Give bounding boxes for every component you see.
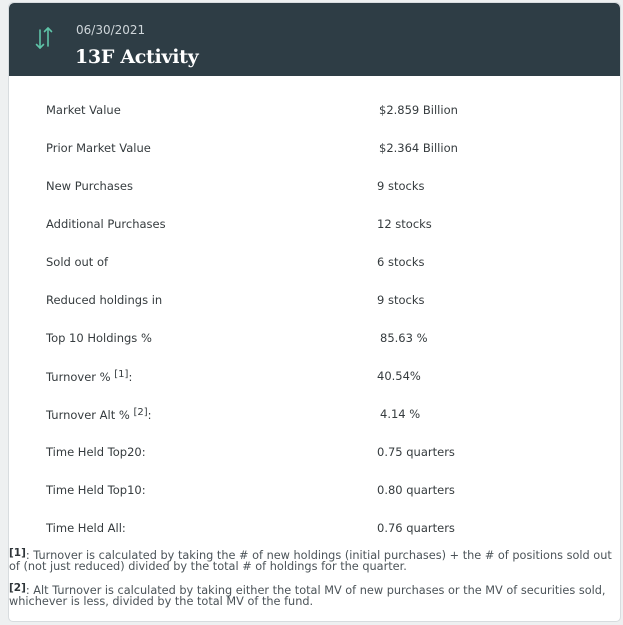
- footnote-text: : Alt Turnover is calculated by taking either the total MV of new purchases or the MV of securities sold, whichever is less, divided by the total MV of the fund.: [9, 584, 606, 608]
- table-row: [9, 205, 620, 243]
- footnote-ref: [2]: [9, 582, 26, 594]
- row-label: [46, 293, 162, 307]
- row-label-text: Sold out of: [46, 255, 109, 269]
- activity-card: [8, 2, 621, 622]
- row-label-text: Turnover Alt %: [46, 408, 130, 422]
- up-down-arrows-icon: [33, 25, 55, 51]
- table-row: [9, 91, 620, 129]
- row-value: $2.859 Billion: [379, 103, 458, 117]
- row-label-text: Additional Purchases: [46, 217, 166, 231]
- row-label: [46, 483, 146, 497]
- row-label: [46, 331, 152, 345]
- row-label-text: Top 10 Holdings %: [46, 331, 152, 345]
- row-label: [46, 179, 133, 193]
- row-label-text: Prior Market Value: [46, 141, 151, 155]
- row-label: [46, 141, 151, 155]
- row-value: 40.54%: [377, 369, 421, 383]
- footnote-alt-turnover: [9, 583, 615, 607]
- table-row: [9, 395, 620, 433]
- report-date: 06/30/2021: [76, 23, 146, 37]
- row-label: [46, 217, 166, 231]
- row-label: [46, 255, 108, 269]
- row-value: 9 stocks: [377, 179, 425, 193]
- row-value: 0.75 quarters: [377, 445, 455, 459]
- table-row: [9, 129, 620, 167]
- row-label-text: New Purchases: [46, 179, 133, 193]
- row-label-text: Time Held Top10:: [46, 483, 146, 497]
- table-row: [9, 319, 620, 357]
- table-row: [9, 167, 620, 205]
- row-label-text: Time Held All:: [46, 521, 126, 535]
- footnote-turnover: [9, 548, 615, 572]
- card-title: 13F Activity: [75, 46, 199, 68]
- row-label-text: Reduced holdings in: [46, 293, 163, 307]
- footnote-ref: [1]: [9, 547, 26, 559]
- row-label: [46, 521, 126, 535]
- row-label-suffix: :: [128, 370, 133, 384]
- row-label-suffix: :: [147, 408, 152, 422]
- row-label: [46, 369, 132, 384]
- row-value: 6 stocks: [377, 255, 425, 269]
- table-row: [9, 357, 620, 395]
- row-value: $2.364 Billion: [379, 141, 458, 155]
- table-row: [9, 281, 620, 319]
- footnote-ref-link[interactable]: [2]: [133, 407, 148, 418]
- row-label: [46, 407, 152, 422]
- row-value: 0.76 quarters: [377, 521, 455, 535]
- row-value: 0.80 quarters: [377, 483, 455, 497]
- table-row: [9, 243, 620, 281]
- table-row: [9, 509, 620, 547]
- row-label-text: Time Held Top20:: [46, 445, 146, 459]
- row-value: 9 stocks: [377, 293, 425, 307]
- card-header: [9, 3, 620, 76]
- row-value: 4.14 %: [380, 407, 421, 421]
- table-row: [9, 433, 620, 471]
- row-label: [46, 445, 146, 459]
- row-value: 12 stocks: [377, 217, 432, 231]
- row-label: [46, 103, 121, 117]
- row-label-text: Turnover %: [46, 370, 111, 384]
- table-row: [9, 471, 620, 509]
- row-value: 85.63 %: [380, 331, 428, 345]
- footnote-ref-link[interactable]: [1]: [114, 369, 129, 380]
- row-label-text: Market Value: [46, 103, 121, 117]
- footnote-text: : Turnover is calculated by taking the # of new holdings (initial purchases) + the # of positions sold out of (not just reduced) divided by the total # of holdings for the quarter.: [9, 549, 612, 573]
